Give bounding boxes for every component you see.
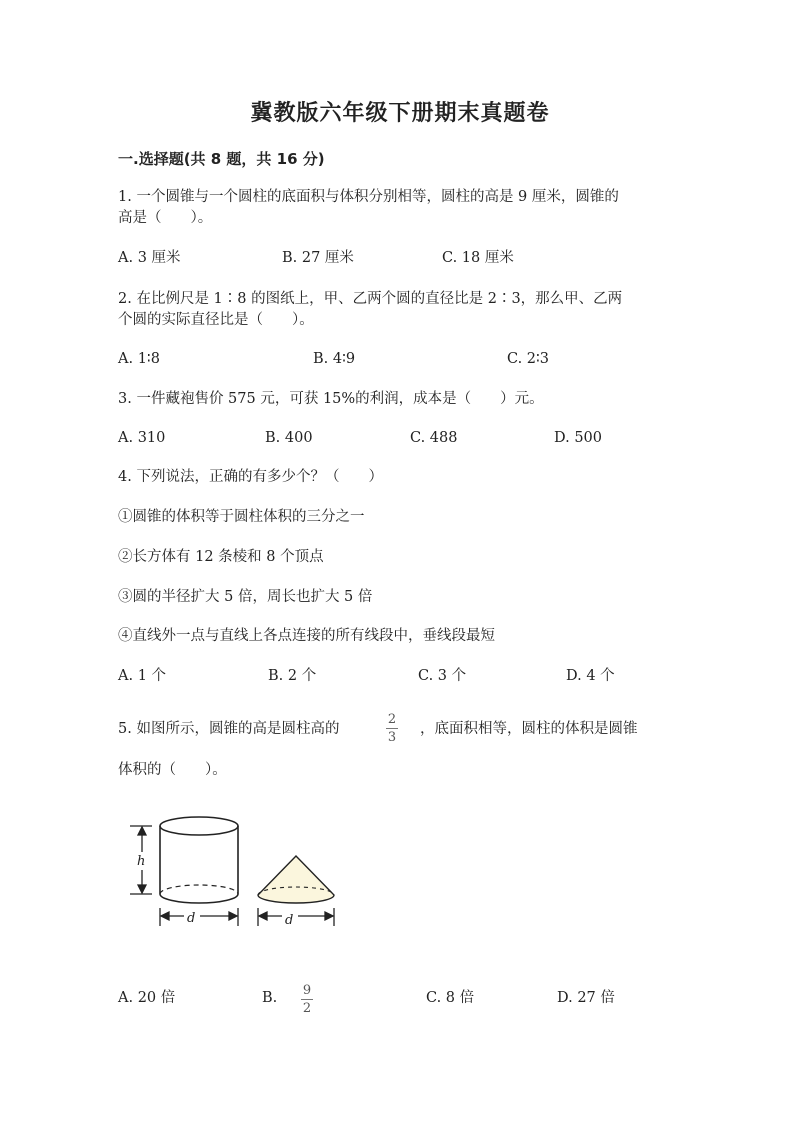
fraction-bar: [301, 999, 313, 1000]
cone-diameter-label: d: [285, 913, 294, 928]
q1-option-c: C. 18 厘米: [442, 250, 514, 266]
question-5-line-1a: 5. 如图所示，圆锥的高是圆柱高的: [118, 721, 340, 737]
q4-option-d: D. 4 个: [566, 668, 615, 684]
cylinder-diameter-label: d: [187, 911, 196, 926]
height-label: h: [137, 854, 146, 869]
section-heading: 一.选择题(共 8 题，共 16 分): [118, 150, 325, 168]
q2-option-c: C. 2∶3: [507, 351, 550, 367]
question-3-line-1: 3. 一件藏袍售价 575 元，可获 15%的利润，成本是（ ）元。: [118, 391, 544, 407]
fraction-denominator: 2: [302, 1001, 312, 1016]
q2-option-b: B. 4∶9: [313, 351, 356, 367]
question-5-fraction: [386, 712, 398, 745]
question-4-statement-3: ③圆的半径扩大 5 倍，周长也扩大 5 倍: [118, 589, 373, 605]
q5-option-d: D. 27 倍: [557, 990, 615, 1006]
cone-shape: [258, 856, 334, 903]
q5-option-b-fraction: [301, 983, 313, 1016]
q5-option-a: A. 20 倍: [118, 990, 176, 1006]
q5-option-b: B.: [262, 990, 278, 1006]
fraction-numerator: 9: [302, 983, 312, 998]
q2-option-a: A. 1∶8: [118, 351, 160, 367]
fraction-bar: [386, 728, 398, 729]
q3-option-c: C. 488: [410, 430, 458, 446]
q4-option-b: B. 2 个: [268, 668, 317, 684]
q1-option-b: B. 27 厘米: [282, 250, 354, 266]
question-2-line-2: 个圆的实际直径比是（ ）。: [118, 312, 314, 328]
q3-option-d: D. 500: [554, 430, 603, 446]
q1-option-a: A. 3 厘米: [118, 250, 181, 266]
fraction-numerator: 2: [387, 712, 397, 727]
q4-option-a: A. 1 个: [118, 668, 167, 684]
question-5-line-1b: ，底面积相等，圆柱的体积是圆锥: [420, 721, 638, 737]
page-title: 冀教版六年级下册期末真题卷: [250, 101, 550, 126]
cylinder-cone-figure: [122, 812, 352, 932]
question-4-statement-2: ②长方体有 12 条棱和 8 个顶点: [118, 549, 324, 565]
q3-option-b: B. 400: [265, 430, 313, 446]
question-4-statement-4: ④直线外一点与直线上各点连接的所有线段中，垂线段最短: [118, 628, 495, 644]
question-4-statement-1: ①圆锥的体积等于圆柱体积的三分之一: [118, 509, 365, 525]
question-1-line-1: 1. 一个圆锥与一个圆柱的底面积与体积分别相等，圆柱的高是 9 厘米，圆锥的: [118, 189, 619, 205]
question-4-line-1: 4. 下列说法，正确的有多少个？（ ）: [118, 469, 383, 485]
q4-option-c: C. 3 个: [418, 668, 467, 684]
question-5-line-2: 体积的（ ）。: [118, 762, 227, 778]
question-1-line-2: 高是（ ）。: [118, 210, 213, 226]
q3-option-a: A. 310: [118, 430, 166, 446]
q5-option-c: C. 8 倍: [426, 990, 475, 1006]
fraction-denominator: 3: [387, 730, 397, 745]
cylinder-shape: [160, 817, 238, 903]
question-2-line-1: 2. 在比例尺是 1∶8 的图纸上，甲、乙两个圆的直径比是 2∶3，那么甲、乙两: [118, 291, 623, 307]
